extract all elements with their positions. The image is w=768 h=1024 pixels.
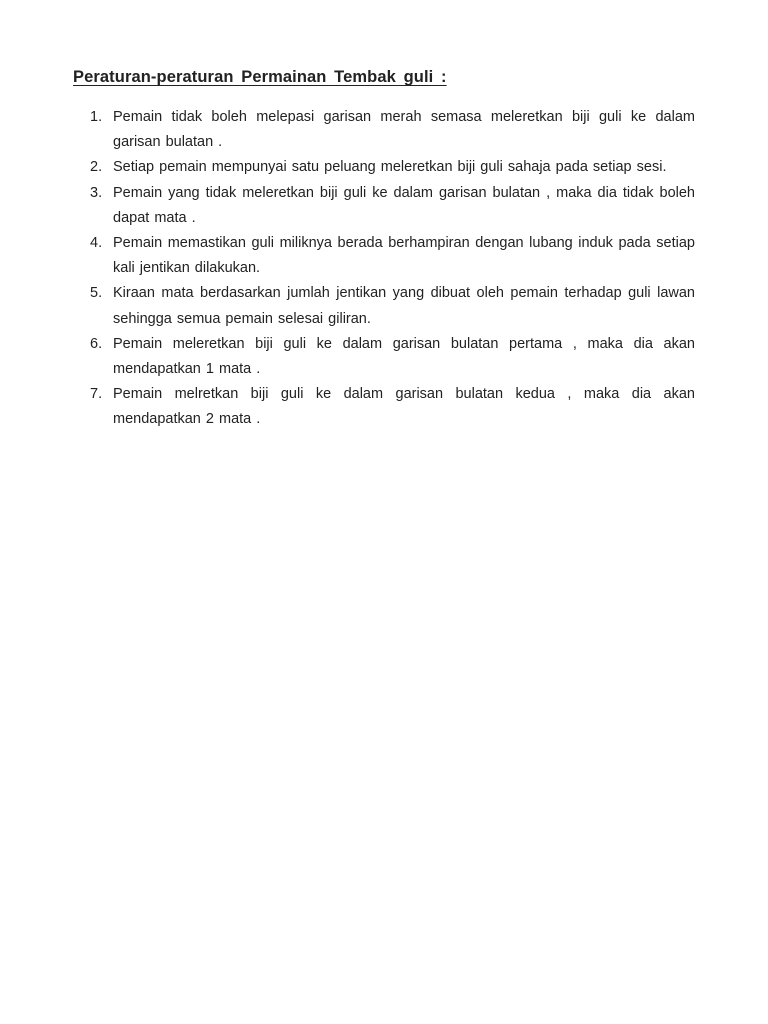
list-item bbox=[90, 155, 695, 180]
list-item-number: 5. bbox=[90, 285, 103, 302]
list-item bbox=[90, 281, 695, 331]
list-item-number: 4. bbox=[90, 235, 103, 252]
list-item bbox=[90, 382, 695, 432]
list-item bbox=[90, 181, 695, 231]
list-item-number: 1. bbox=[90, 109, 103, 125]
list-item-text: Setiap pemain mempunyai satu peluang meleretkan biji guli sahaja pada setiap sesi. bbox=[113, 159, 667, 176]
list-item-text: Pemain yang tidak meleretkan biji guli ke dalam garisan bulatan , maka dia tidak boleh dapat mata . bbox=[113, 184, 695, 226]
list-item bbox=[90, 332, 695, 382]
list-item-number: 7. bbox=[90, 386, 103, 403]
list-item-text: Pemain meleretkan biji guli ke dalam garisan bulatan pertama , maka dia akan mendapatkan 1 mata . bbox=[113, 335, 695, 378]
list-item-text: Pemain tidak boleh melepasi garisan merah semasa meleretkan biji guli ke dalam garisan bulatan . bbox=[113, 109, 695, 151]
list-item-number: 2. bbox=[90, 159, 103, 176]
list-item-text: Pemain melretkan biji guli ke dalam garisan bulatan kedua , maka dia akan mendapatkan 2 mata . bbox=[113, 386, 695, 428]
list-item bbox=[90, 105, 695, 155]
list-item bbox=[90, 231, 695, 281]
list-item-text: Pemain memastikan guli miliknya berada berhampiran dengan lubang induk pada setiap kali jentikan dilakukan. bbox=[113, 235, 695, 277]
list-item-number: 3. bbox=[90, 184, 103, 201]
document-title: Peraturan-peraturan Permainan Tembak guli : bbox=[73, 68, 447, 86]
rules-list bbox=[90, 105, 695, 433]
list-item-number: 6. bbox=[90, 335, 103, 352]
list-item-text: Kiraan mata berdasarkan jumlah jentikan yang dibuat oleh pemain terhadap guli lawan sehingga semua pemain selesai giliran. bbox=[113, 285, 695, 327]
